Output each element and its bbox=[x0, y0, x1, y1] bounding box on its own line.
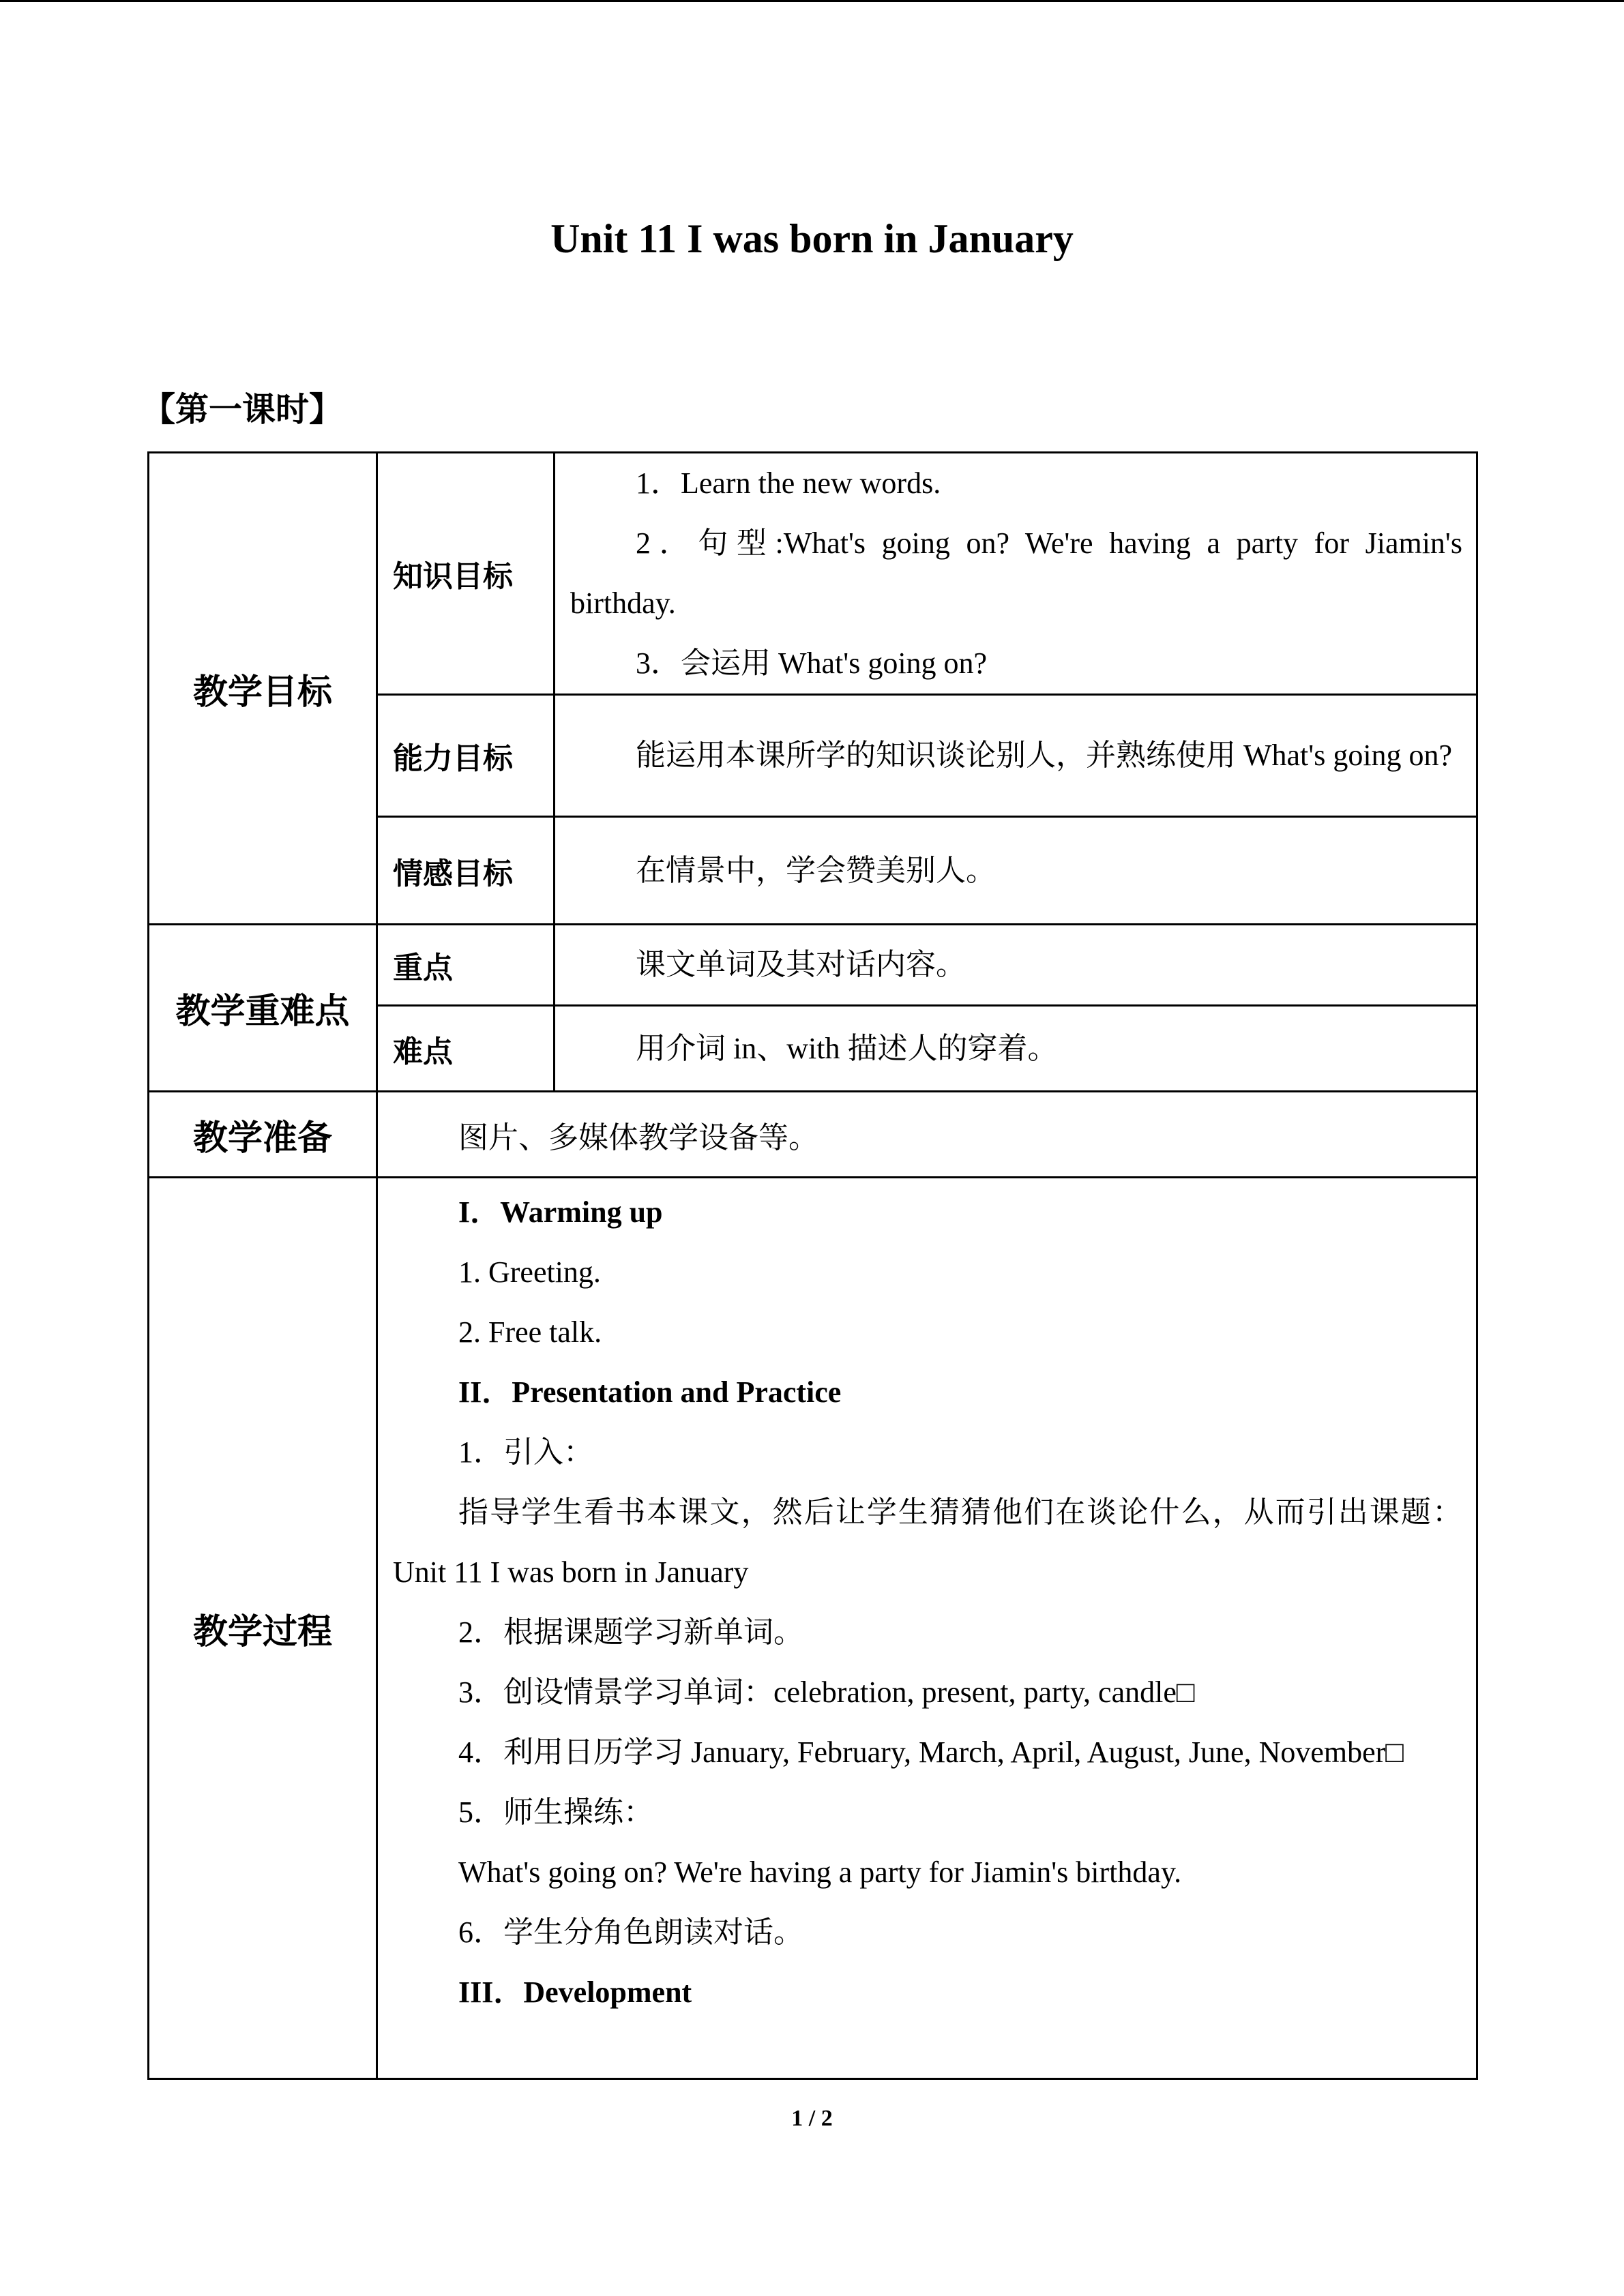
lesson-label: 【第一课时】 bbox=[142, 390, 343, 429]
process-line: 5．师生操练： bbox=[458, 1795, 653, 1829]
knowledge-goal-content bbox=[555, 453, 1477, 695]
process-line: 4．利用日历学习 January, February, March, April, August, June, November□ bbox=[458, 1735, 1404, 1769]
ability-goal-text: 能运用本课所学的知识谈论别人，并熟练使用 What's going on? bbox=[636, 739, 1453, 772]
knowledge-goal-line: 2．句型:What's going on? We're having a party for Jiamin's birthday. bbox=[570, 526, 1462, 620]
key-point-text: 课文单词及其对话内容。 bbox=[636, 948, 966, 981]
process-label: 教学过程 bbox=[149, 1178, 377, 2079]
process-heading: III．Development bbox=[458, 1976, 692, 2009]
process-line: 2. Free talk. bbox=[458, 1315, 602, 1349]
preparation-text: 图片、多媒体教学设备等。 bbox=[377, 1092, 1477, 1178]
key-point-content bbox=[555, 925, 1477, 1006]
objectives-label: 教学目标 bbox=[149, 453, 377, 925]
ability-goal-content bbox=[555, 695, 1477, 817]
process-line: What's going on? We're having a party for Jiamin's birthday. bbox=[458, 1855, 1182, 1889]
process-line: 1. Greeting. bbox=[458, 1255, 601, 1289]
top-border-line bbox=[0, 0, 1624, 2]
preparation-row bbox=[149, 1092, 1477, 1178]
page-title: Unit 11 I was born in January bbox=[550, 216, 1074, 261]
keypoints-key-row bbox=[149, 925, 1477, 1006]
process-content bbox=[377, 1178, 1477, 2079]
emotion-goal-content bbox=[555, 817, 1477, 925]
process-heading: I．Warming up bbox=[458, 1195, 663, 1229]
difficult-point-text: 用介词 in、with 描述人的穿着。 bbox=[636, 1031, 1058, 1065]
ability-goal-label: 能力目标 bbox=[377, 695, 555, 817]
knowledge-goal-line: 3．会运用 What's going on? bbox=[636, 646, 988, 680]
process-line: 3．创设情景学习单词：celebration, present, party, candle□ bbox=[458, 1675, 1195, 1709]
difficult-point-label: 难点 bbox=[377, 1006, 555, 1092]
lesson-plan-table bbox=[147, 451, 1478, 2080]
preparation-label: 教学准备 bbox=[149, 1092, 377, 1178]
difficult-point-content bbox=[555, 1006, 1477, 1092]
emotion-goal-text: 在情景中，学会赞美别人。 bbox=[636, 853, 996, 887]
knowledge-goal-label: 知识目标 bbox=[377, 453, 555, 695]
keypoints-label: 教学重难点 bbox=[149, 925, 377, 1092]
process-line: 1．引入： bbox=[458, 1435, 593, 1469]
key-point-label: 重点 bbox=[377, 925, 555, 1006]
process-row bbox=[149, 1178, 1477, 2079]
emotion-goal-label: 情感目标 bbox=[377, 817, 555, 925]
process-heading: II．Presentation and Practice bbox=[458, 1375, 842, 1409]
knowledge-goal-line: 1．Learn the new words. bbox=[636, 466, 941, 500]
objectives-knowledge-row bbox=[149, 453, 1477, 695]
process-line: 2．根据课题学习新单词。 bbox=[458, 1615, 803, 1649]
page-number: 1 / 2 bbox=[791, 2106, 833, 2131]
process-line: 指导学生看书本课文，然后让学生猜猜他们在谈论什么，从而引出课题：Unit 11 I was born in January bbox=[393, 1495, 1462, 1589]
process-line: 6．学生分角色朗读对话。 bbox=[458, 1915, 803, 1949]
